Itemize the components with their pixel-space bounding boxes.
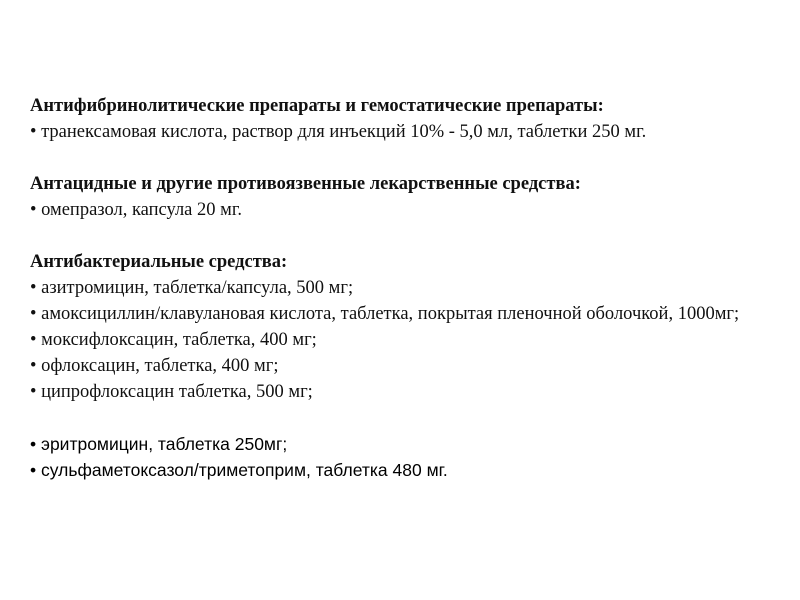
bullet: •	[30, 278, 37, 298]
list-item-text: эритромицин, таблетка 250мг;	[41, 434, 288, 454]
list-item-text: моксифлоксацин, таблетка, 400 мг;	[41, 330, 317, 350]
spacer	[30, 223, 760, 249]
list-item	[30, 197, 760, 223]
list-item	[30, 353, 760, 379]
bullet: •	[30, 356, 37, 376]
list-item-text: ципрофлоксацин таблетка, 500 мг;	[41, 382, 313, 402]
bullet: •	[30, 434, 37, 454]
bullet: •	[30, 122, 37, 142]
bullet: •	[30, 382, 37, 402]
section-heading-antibacterials: Антибактериальные средства:	[30, 252, 288, 272]
list-item-text: транексамовая кислота, раствор для инъекций 10% - 5,0 мл, таблетки 250 мг.	[41, 122, 647, 142]
list-item	[30, 275, 760, 301]
list-item	[30, 119, 760, 145]
bullet: •	[30, 304, 37, 324]
document-body	[30, 93, 760, 483]
list-item	[30, 457, 760, 483]
spacer	[30, 145, 760, 171]
spacer	[30, 405, 760, 431]
bullet: •	[30, 200, 37, 220]
list-item	[30, 379, 760, 405]
list-item-text: офлоксацин, таблетка, 400 мг;	[41, 356, 279, 376]
list-item-text: омепразол, капсула 20 мг.	[41, 200, 242, 220]
list-item	[30, 327, 760, 353]
bullet: •	[30, 330, 37, 350]
list-item-text: азитромицин, таблетка/капсула, 500 мг;	[41, 278, 354, 298]
list-item	[30, 431, 760, 457]
section-heading-antifibrinolytics: Антифибринолитические препараты и гемостатические препараты:	[30, 96, 604, 116]
section-heading-antacids: Антацидные и другие противоязвенные лекарственные средства:	[30, 174, 581, 194]
list-item	[30, 301, 760, 327]
bullet: •	[30, 460, 37, 480]
list-item-text: сульфаметоксазол/триметоприм, таблетка 480 мг.	[41, 460, 448, 480]
list-item-text: амоксициллин/клавулановая кислота, таблетка, покрытая пленочной оболочкой, 1000мг;	[41, 304, 740, 324]
